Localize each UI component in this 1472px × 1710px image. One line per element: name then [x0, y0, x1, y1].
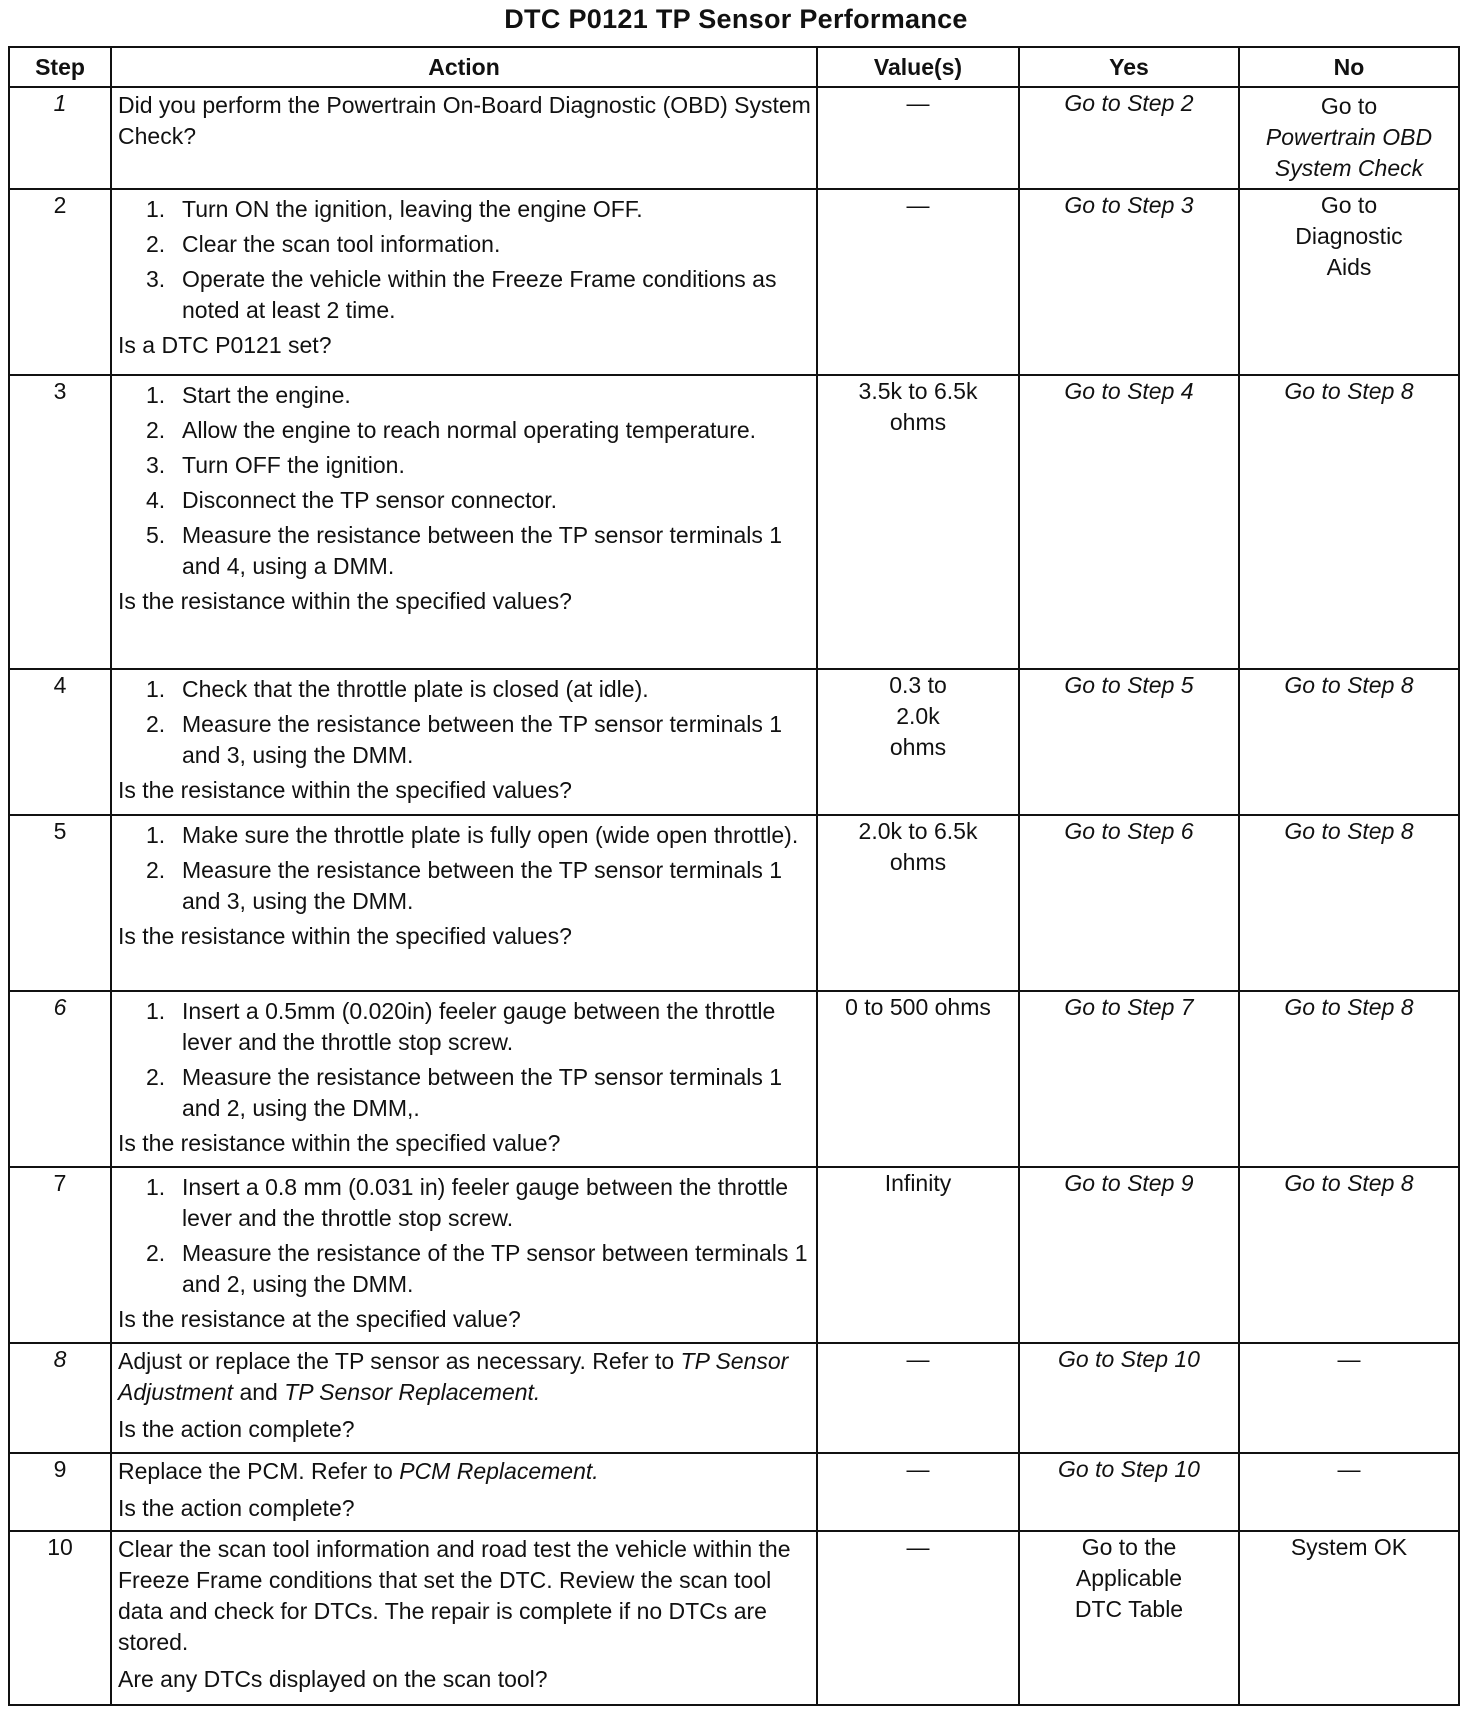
header-yes: Yes [1019, 47, 1239, 87]
yes-cell: Go to Step 3 [1019, 189, 1239, 375]
no-cell: — [1239, 1343, 1459, 1453]
substep [118, 194, 812, 225]
no-cell: Go to Step 8 [1239, 991, 1459, 1167]
question: Is the resistance within the specified values? [118, 923, 572, 949]
substep-list [118, 380, 812, 582]
action-text [118, 1456, 812, 1487]
substep-text: Operate the vehicle within the Freeze Frame conditions as noted at least 2 time. [182, 266, 777, 323]
substep-text: Check that the throttle plate is closed (at idle). [182, 676, 649, 702]
substep-list [118, 194, 812, 326]
substep-number: 1. [146, 822, 166, 848]
substep-text: Measure the resistance between the TP sensor terminals 1 and 3, using the DMM. [182, 711, 783, 768]
substep-text: Turn ON the ignition, leaving the engine OFF. [182, 196, 643, 222]
substep-number: 5. [146, 522, 166, 548]
substep-number: 4. [146, 487, 166, 513]
header-no: No [1239, 47, 1459, 87]
substep [118, 674, 812, 705]
substep-text: Clear the scan tool information. [182, 231, 501, 257]
substep [118, 485, 812, 516]
substep-text: Measure the resistance between the TP sensor terminals 1 and 4, using a DMM. [182, 522, 783, 579]
yes-cell: Go to Step 9 [1019, 1167, 1239, 1343]
no-cell: Go to Step 8 [1239, 669, 1459, 815]
value-cell: 3.5k to 6.5k ohms [817, 375, 1019, 669]
substep-list [118, 820, 812, 917]
no-cell: System OK [1239, 1531, 1459, 1705]
action-cell [111, 189, 817, 375]
header-step: Step [9, 47, 111, 87]
action-pre: Adjust or replace the TP sensor as necessary. Refer to [118, 1348, 681, 1374]
value-cell: 0.3 to 2.0k ohms [817, 669, 1019, 815]
action-cell [111, 1453, 817, 1531]
diagnostic-table [8, 46, 1460, 1706]
action-text: Did you perform the Powertrain On-Board Diagnostic (OBD) System Check? [118, 92, 811, 149]
step-number: 3 [9, 375, 111, 669]
no-cell: — [1239, 1453, 1459, 1531]
no-cell: Go to Step 8 [1239, 815, 1459, 991]
value-cell: — [817, 1531, 1019, 1705]
action-cell [111, 815, 817, 991]
substep-text: Start the engine. [182, 382, 351, 408]
yes-cell: Go to Step 10 [1019, 1343, 1239, 1453]
substep-list [118, 1172, 812, 1300]
no-cell: Go to Step 8 [1239, 375, 1459, 669]
value-cell: 2.0k to 6.5k ohms [817, 815, 1019, 991]
action-pre: Replace the PCM. Refer to [118, 1458, 400, 1484]
substep-number: 1. [146, 382, 166, 408]
action-mid: and [233, 1379, 285, 1405]
substep-text: Insert a 0.8 mm (0.031 in) feeler gauge between the throttle lever and the throttle stop screw. [182, 1174, 789, 1231]
substep-list [118, 996, 812, 1124]
substep-number: 2. [146, 711, 166, 737]
substep-number: 3. [146, 452, 166, 478]
yes-cell: Go to Step 5 [1019, 669, 1239, 815]
no-cell [1239, 87, 1459, 189]
yes-cell: Go to Step 4 [1019, 375, 1239, 669]
question: Is the action complete? [118, 1416, 355, 1442]
table-row [9, 1343, 1459, 1453]
table-row [9, 1531, 1459, 1705]
value-cell: — [817, 189, 1019, 375]
step-number: 6 [9, 991, 111, 1167]
action-cell [111, 375, 817, 669]
value-cell: — [817, 1343, 1019, 1453]
table-row [9, 669, 1459, 815]
substep [118, 520, 812, 582]
question: Is the resistance at the specified value? [118, 1306, 521, 1332]
value-cell: Infinity [817, 1167, 1019, 1343]
substep [118, 1062, 812, 1124]
no-cell: Go to Step 8 [1239, 1167, 1459, 1343]
header-row [9, 47, 1459, 87]
substep-text: Insert a 0.5mm (0.020in) feeler gauge between the throttle lever and the throttle stop screw. [182, 998, 776, 1055]
substep [118, 820, 812, 851]
step-number: 9 [9, 1453, 111, 1531]
header-action: Action [111, 47, 817, 87]
step-number: 1 [9, 87, 111, 189]
substep-text: Turn OFF the ignition. [182, 452, 405, 478]
yes-cell: Go to Step 6 [1019, 815, 1239, 991]
question: Is a DTC P0121 set? [118, 332, 332, 358]
action-cell [111, 1531, 817, 1705]
substep [118, 855, 812, 917]
substep-text: Allow the engine to reach normal operating temperature. [182, 417, 757, 443]
substep [118, 1172, 812, 1234]
table-row [9, 1453, 1459, 1531]
value-cell: 0 to 500 ohms [817, 991, 1019, 1167]
action-cell [111, 1167, 817, 1343]
substep [118, 450, 812, 481]
substep [118, 415, 812, 446]
no-cell: Go to Diagnostic Aids [1239, 189, 1459, 375]
step-number: 10 [9, 1531, 111, 1705]
yes-cell: Go to Step 10 [1019, 1453, 1239, 1531]
substep-number: 2. [146, 1240, 166, 1266]
table-row [9, 815, 1459, 991]
substep-number: 2. [146, 231, 166, 257]
substep-number: 1. [146, 676, 166, 702]
yes-cell: Go to Step 7 [1019, 991, 1239, 1167]
substep-text: Measure the resistance between the TP sensor terminals 1 and 2, using the DMM,. [182, 1064, 783, 1121]
table-row [9, 189, 1459, 375]
question: Is the resistance within the specified value? [118, 1130, 561, 1156]
step-number: 2 [9, 189, 111, 375]
substep-number: 2. [146, 1064, 166, 1090]
substep-number: 1. [146, 1174, 166, 1200]
substep-number: 1. [146, 998, 166, 1024]
step-number: 7 [9, 1167, 111, 1343]
question: Is the resistance within the specified values? [118, 588, 572, 614]
step-number: 8 [9, 1343, 111, 1453]
step-number: 5 [9, 815, 111, 991]
substep-text: Measure the resistance of the TP sensor between terminals 1 and 2, using the DMM. [182, 1240, 808, 1297]
action-reference: PCM Replacement. [399, 1458, 599, 1484]
value-cell: — [817, 1453, 1019, 1531]
substep-number: 3. [146, 266, 166, 292]
action-cell [111, 87, 817, 189]
substep [118, 996, 812, 1058]
value-cell: — [817, 87, 1019, 189]
substep [118, 264, 812, 326]
no-reference: Powertrain OBD System Check [1265, 123, 1433, 181]
substep-text: Disconnect the TP sensor connector. [182, 487, 558, 513]
action-text: Clear the scan tool information and road test the vehicle within the Freeze Frame conditions that set the DTC. Review the scan tool data and check for DTCs. The repair is complete if no DTCs are stored. [118, 1536, 791, 1655]
substep-number: 2. [146, 857, 166, 883]
substep-number: 2. [146, 417, 166, 443]
yes-cell: Go to the Applicable DTC Table [1019, 1531, 1239, 1705]
action-reference: TP Sensor Replacement. [284, 1379, 541, 1405]
question: Is the resistance within the specified values? [118, 777, 572, 803]
table-row [9, 991, 1459, 1167]
substep [118, 229, 812, 260]
action-cell [111, 669, 817, 815]
substep [118, 380, 812, 411]
no-prefix: Go to [1320, 92, 1378, 119]
substep-list [118, 674, 812, 771]
action-reference: TP Sensor Adjustment [118, 1348, 789, 1405]
substep-text: Make sure the throttle plate is fully open (wide open throttle). [182, 822, 799, 848]
question: Is the action complete? [118, 1495, 355, 1521]
yes-cell: Go to Step 2 [1019, 87, 1239, 189]
action-cell [111, 1343, 817, 1453]
header-values: Value(s) [817, 47, 1019, 87]
table-row [9, 87, 1459, 189]
table-row [9, 1167, 1459, 1343]
substep [118, 709, 812, 771]
question: Are any DTCs displayed on the scan tool? [118, 1666, 548, 1692]
substep-text: Measure the resistance between the TP sensor terminals 1 and 3, using the DMM. [182, 857, 783, 914]
action-cell [111, 991, 817, 1167]
substep-number: 1. [146, 196, 166, 222]
table-row [9, 375, 1459, 669]
substep [118, 1238, 812, 1300]
page-title: DTC P0121 TP Sensor Performance [504, 4, 968, 34]
action-text [118, 1346, 812, 1408]
step-number: 4 [9, 669, 111, 815]
